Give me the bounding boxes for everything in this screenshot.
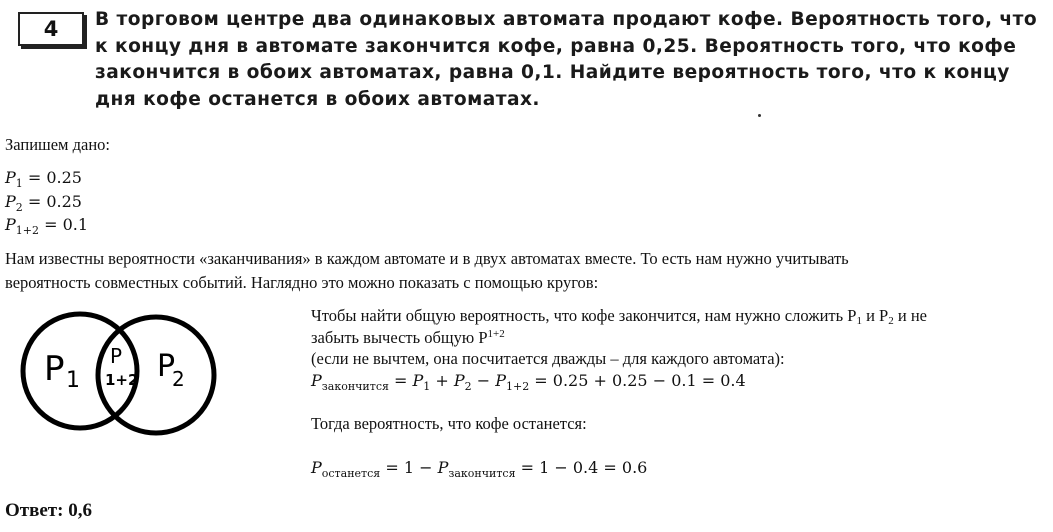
equals: = [388, 371, 413, 390]
middle-label-sub: 1+2 [105, 371, 139, 389]
symbol: P [5, 192, 16, 211]
subscript: 1 [856, 315, 862, 327]
scan-dot [758, 114, 761, 117]
subscript: останется [321, 467, 381, 480]
subscript: 1+2 [505, 380, 530, 393]
text: забыть вычесть общую P [311, 328, 488, 347]
problem-text-line: закончится в обоих автоматах, равна 0,1. Найдите вероятность того, что к концу [95, 62, 1010, 83]
explanation-line-1: Нам известны вероятности «заканчивания» в каждом автомате и в двух автоматах вместе. То есть нам нужно учитывать [5, 249, 849, 268]
subscript: 2 [888, 315, 894, 327]
problem-text-line: В торговом центре два одинаковых автомата продают кофе. Вероятность того, что [95, 9, 1038, 30]
given-heading: Запишем дано: [5, 135, 111, 154]
middle-label-letter: P [110, 344, 123, 368]
given-p12 [5, 215, 88, 237]
superscript: 1+2 [487, 328, 505, 340]
subscript: закончится [448, 467, 516, 480]
value: = 0.1 [38, 215, 89, 234]
value: = 1 − 0.4 = 0.6 [515, 458, 648, 477]
subscript: 1+2 [15, 224, 39, 237]
given-p2 [5, 192, 82, 214]
subscript: 2 [15, 201, 23, 214]
symbol: P [495, 371, 506, 390]
operator: − [471, 371, 496, 390]
formula-remains [311, 458, 647, 480]
left-label-sub: 1 [66, 368, 80, 393]
symbol: P [311, 458, 322, 477]
explanation-line-2: вероятность совместных событий. Наглядно это можно показать с помощью кругов: [5, 273, 599, 292]
right-label-letter: P [157, 349, 176, 384]
symbol: P [453, 371, 465, 390]
solution-line-2 [311, 328, 505, 348]
subscript: 2 [464, 380, 472, 393]
operator: + [430, 371, 454, 390]
problem-text-line: к концу дня в автомате закончится кофе, равна 0,25. Вероятность того, что кофе [95, 36, 1017, 57]
text: Чтобы найти общую вероятность, что кофе закончится, нам нужно сложить P [311, 306, 857, 325]
symbol: P [5, 215, 16, 234]
subscript: закончится [321, 380, 389, 393]
symbol: P [5, 168, 16, 187]
text: и P [861, 306, 889, 325]
left-label-letter: P [44, 349, 65, 389]
right-label-sub: 2 [172, 367, 185, 391]
text: и не [893, 306, 927, 325]
operator: = 1 − [380, 458, 438, 477]
symbol: P [437, 458, 449, 477]
venn-diagram [18, 308, 228, 438]
value: = 0.25 [22, 168, 82, 187]
subscript: 1 [15, 177, 23, 190]
given-p1 [5, 168, 82, 190]
subscript: 1 [423, 380, 431, 393]
value: = 0.25 [22, 192, 82, 211]
symbol: P [412, 371, 424, 390]
problem-text-line: дня кофе останется в обоих автоматах. [95, 89, 540, 110]
formula-ended [311, 371, 746, 393]
solution-line-4: Тогда вероятность, что кофе останется: [311, 414, 587, 433]
problem-number-box: 4 [18, 12, 84, 46]
symbol: P [311, 371, 322, 390]
value: = 0.25 + 0.25 − 0.1 = 0.4 [529, 371, 746, 390]
solution-line-3: (если не вычтем, она посчитается дважды – для каждого автомата): [311, 349, 785, 368]
answer: Ответ: 0,6 [5, 500, 92, 521]
solution-line-1 [311, 306, 927, 327]
